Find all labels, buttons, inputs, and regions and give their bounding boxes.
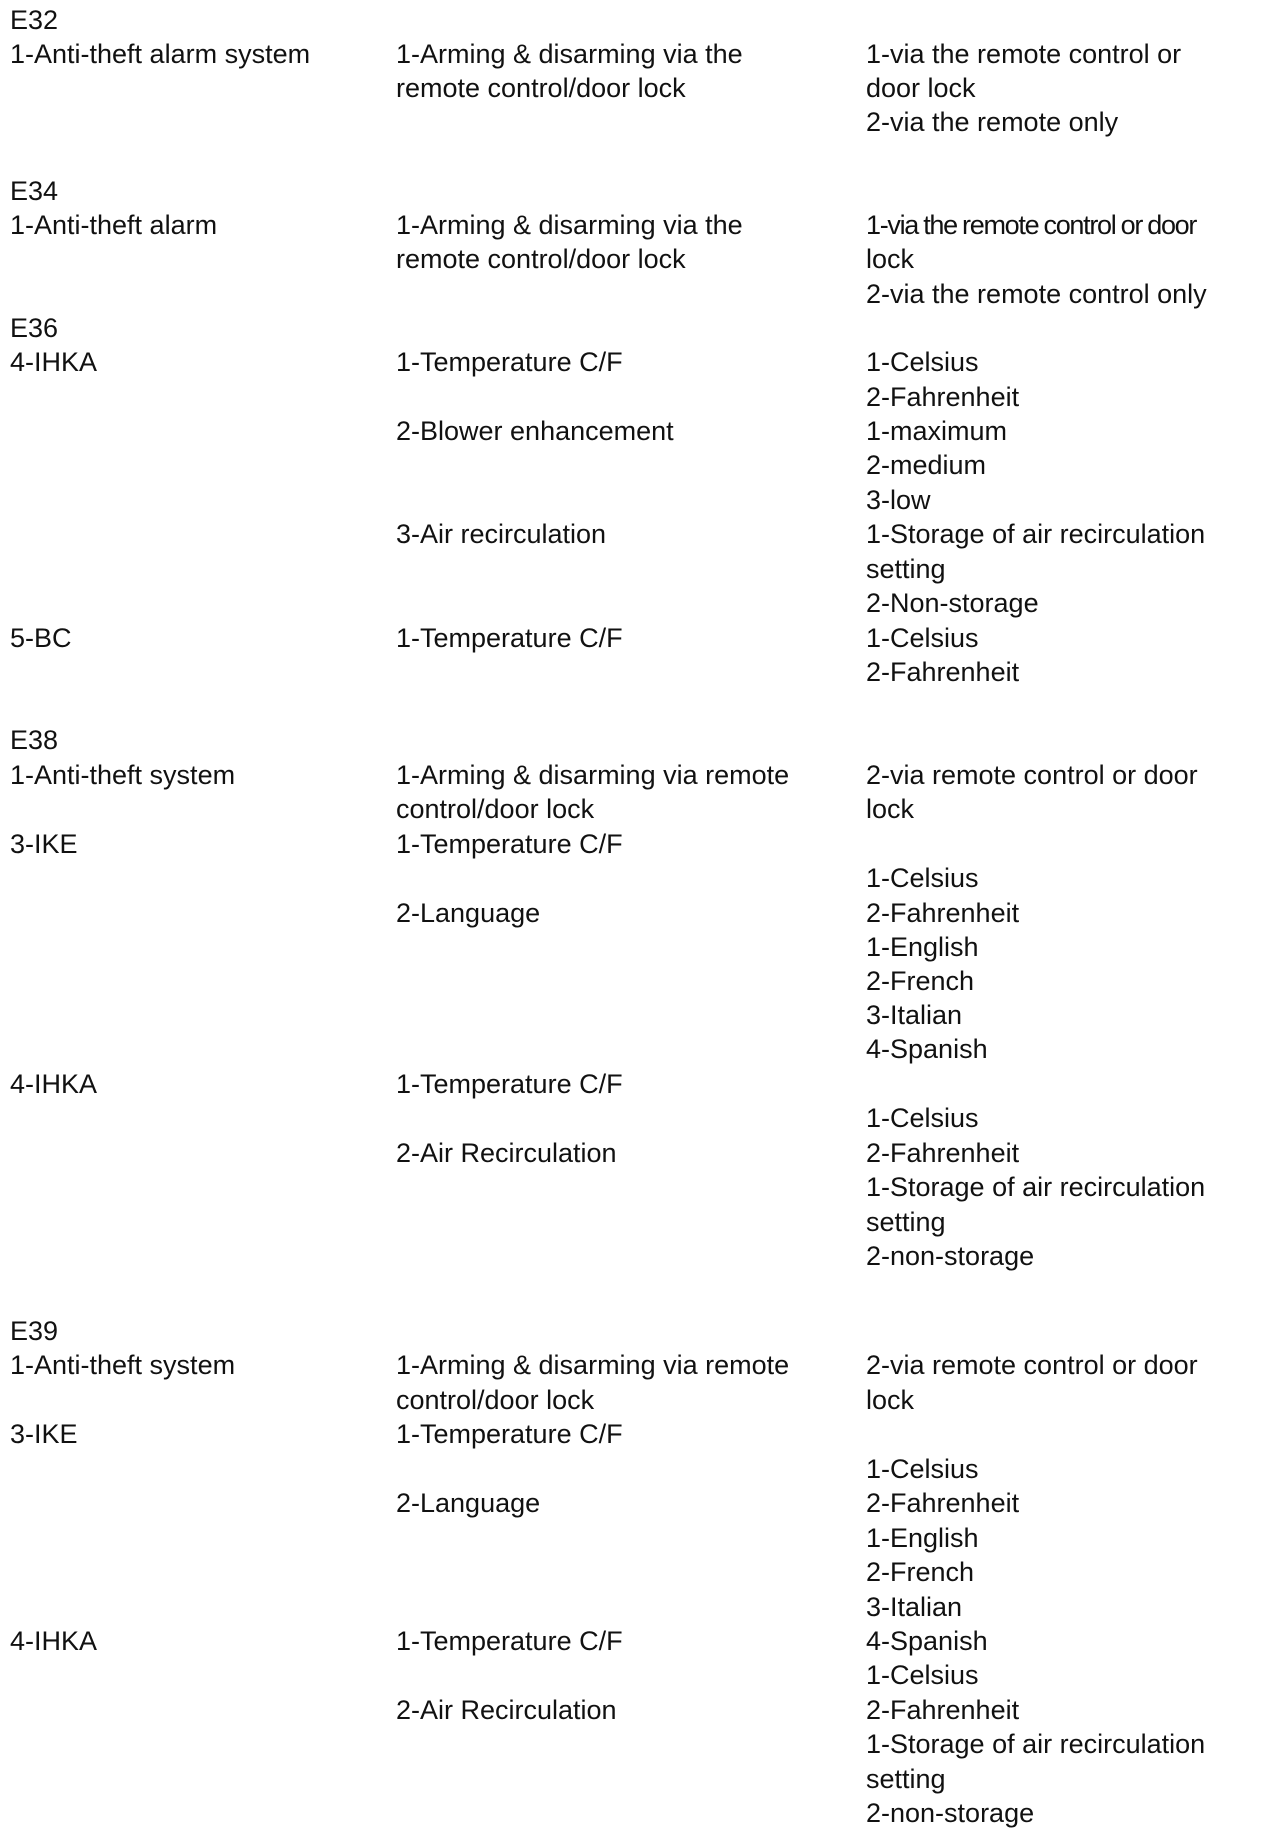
- setting-name: 3-Air recirculation: [396, 519, 607, 549]
- setting-name: 2-Air Recirculation: [396, 1695, 617, 1725]
- option-value: door lock: [866, 73, 976, 103]
- option-value: 2-French: [866, 966, 975, 996]
- option-value: 3-low: [866, 485, 931, 515]
- setting-name: 1-Temperature C/F: [396, 829, 623, 859]
- option-value: lock: [866, 1385, 915, 1415]
- option-value: setting: [866, 554, 946, 584]
- option-value: 2-via the remote only: [866, 107, 1119, 137]
- setting-name: 1-Temperature C/F: [396, 347, 623, 377]
- model-heading: E34: [10, 176, 59, 206]
- setting-name: 1-Arming & disarming via the: [396, 39, 743, 69]
- setting-name: 1-Arming & disarming via remote: [396, 760, 790, 790]
- system-label: 3-IKE: [10, 829, 78, 859]
- setting-name: 1-Temperature C/F: [396, 1626, 623, 1656]
- option-value: 1-English: [866, 932, 979, 962]
- option-value: 2-Fahrenheit: [866, 898, 1020, 928]
- system-label: 4-IHKA: [10, 1626, 98, 1656]
- option-value: setting: [866, 1764, 946, 1794]
- option-value: 1-Celsius: [866, 863, 979, 893]
- system-label: 1-Anti-theft alarm system: [10, 39, 311, 69]
- option-value: 1-Celsius: [866, 347, 979, 377]
- option-value: lock: [866, 244, 915, 274]
- model-heading: E32: [10, 5, 59, 35]
- option-value: 1-Celsius: [866, 1103, 979, 1133]
- option-value: 4-Spanish: [866, 1034, 988, 1064]
- option-value: 1-Celsius: [866, 1454, 979, 1484]
- option-value: 2-medium: [866, 450, 987, 480]
- option-value: 2-via remote control or door: [866, 1350, 1198, 1380]
- option-value: 1-Storage of air recirculation: [866, 1172, 1206, 1202]
- option-value: 2-Fahrenheit: [866, 382, 1020, 412]
- setting-name: 1-Arming & disarming via remote: [396, 1350, 790, 1380]
- setting-name: 2-Language: [396, 1488, 541, 1518]
- model-heading: E36: [10, 313, 59, 343]
- system-label: 3-IKE: [10, 1419, 78, 1449]
- option-value: 3-Italian: [866, 1000, 963, 1030]
- option-value: 2-Fahrenheit: [866, 1488, 1020, 1518]
- setting-name: 1-Temperature C/F: [396, 1069, 623, 1099]
- option-value: 2-Non-storage: [866, 588, 1039, 618]
- setting-name: 1-Temperature C/F: [396, 1419, 623, 1449]
- option-value: setting: [866, 1207, 946, 1237]
- setting-name: control/door lock: [396, 794, 595, 824]
- option-value: 1-Storage of air recirculation: [866, 1729, 1206, 1759]
- option-value: 1-Celsius: [866, 1660, 979, 1690]
- system-label: 1-Anti-theft system: [10, 760, 236, 790]
- setting-name: control/door lock: [396, 1385, 595, 1415]
- option-value: 2-Fahrenheit: [866, 1695, 1020, 1725]
- model-heading: E39: [10, 1316, 59, 1346]
- setting-name: remote control/door lock: [396, 244, 686, 274]
- option-value: lock: [866, 794, 915, 824]
- option-value: 1-via the remote control or: [866, 39, 1182, 69]
- option-value: 1-Celsius: [866, 623, 979, 653]
- system-label: 4-IHKA: [10, 347, 98, 377]
- system-label: 5-BC: [10, 623, 72, 653]
- option-value: 2-Fahrenheit: [866, 1138, 1020, 1168]
- setting-name: remote control/door lock: [396, 73, 686, 103]
- setting-name: 2-Blower enhancement: [396, 416, 674, 446]
- setting-name: 1-Temperature C/F: [396, 623, 623, 653]
- option-value: 2-non-storage: [866, 1798, 1035, 1828]
- model-heading: E38: [10, 725, 59, 755]
- option-value: 4-Spanish: [866, 1626, 988, 1656]
- system-label: 4-IHKA: [10, 1069, 98, 1099]
- setting-name: 1-Arming & disarming via the: [396, 210, 743, 240]
- option-value: 1-via the remote control or door: [866, 210, 1197, 240]
- option-value: 1-Storage of air recirculation: [866, 519, 1206, 549]
- option-value: 2-French: [866, 1557, 975, 1587]
- option-value: 1-English: [866, 1523, 979, 1553]
- option-value: 2-Fahrenheit: [866, 657, 1020, 687]
- option-value: 3-Italian: [866, 1592, 963, 1622]
- system-label: 1-Anti-theft alarm: [10, 210, 218, 240]
- option-value: 2-via the remote control only: [866, 279, 1207, 309]
- setting-name: 2-Language: [396, 898, 541, 928]
- option-value: 1-maximum: [866, 416, 1008, 446]
- option-value: 2-non-storage: [866, 1241, 1035, 1271]
- system-label: 1-Anti-theft system: [10, 1350, 236, 1380]
- setting-name: 2-Air Recirculation: [396, 1138, 617, 1168]
- option-value: 2-via remote control or door: [866, 760, 1198, 790]
